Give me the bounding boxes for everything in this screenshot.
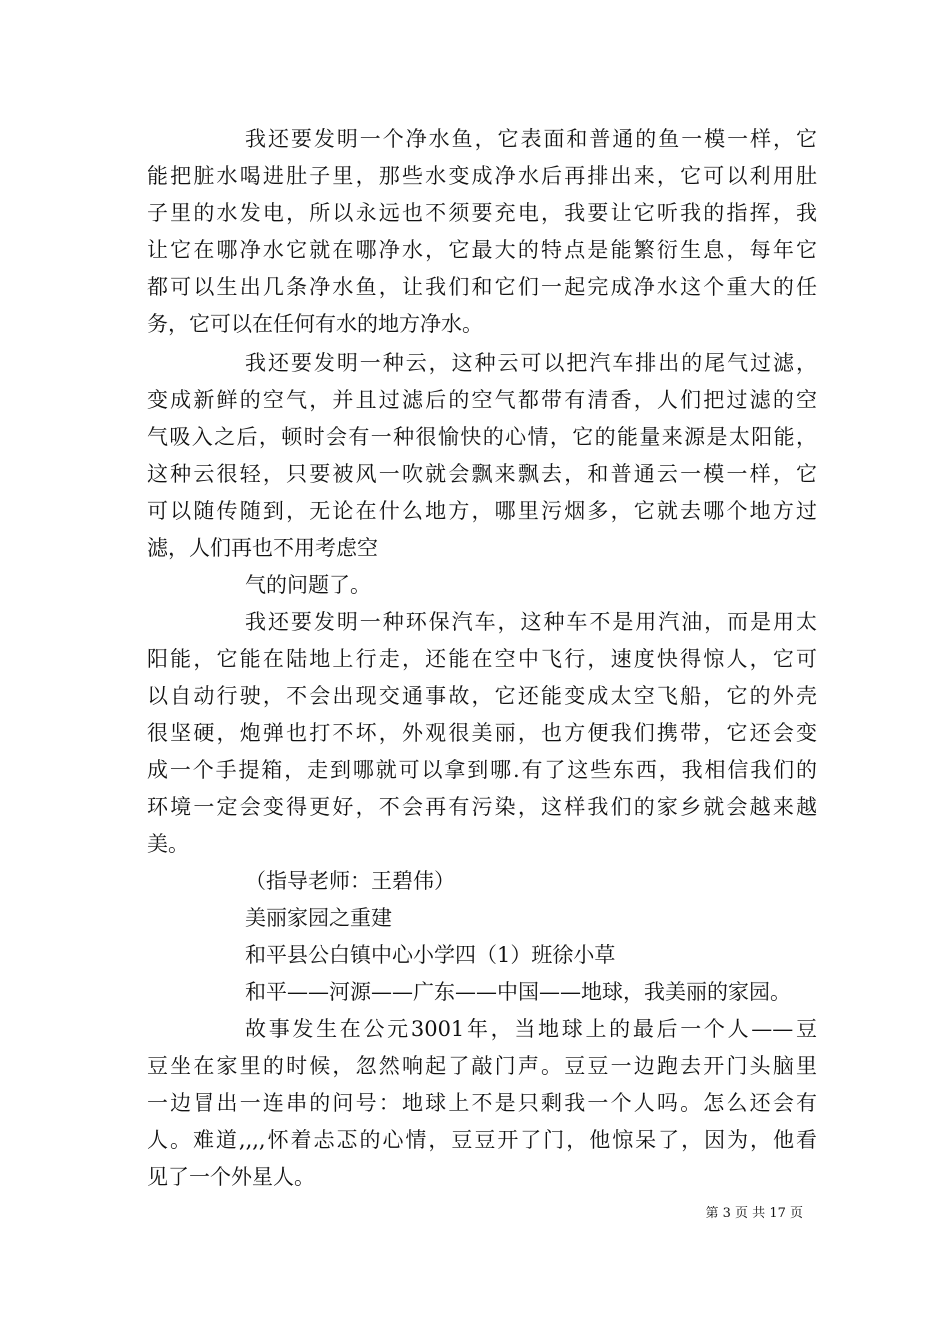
paragraph-line: 豆坐在家里的时候，忽然响起了敲门声。豆豆一边跑去开门头脑里 (147, 1054, 817, 1078)
paragraph-line: 让它在哪净水它就在哪净水，它最大的特点是能繁衍生息，每年它 (147, 238, 817, 262)
paragraph-line: 可以随传随到，无论在什么地方，哪里污烟多，它就去哪个地方过 (147, 499, 817, 523)
paragraph-line: 我还要发明一个净水鱼，它表面和普通的鱼一模一样，它 (245, 127, 817, 151)
teacher-credit: （指导老师：王碧伟） (245, 869, 455, 893)
paragraph-line: 变成新鲜的空气，并且过滤后的空气都带有清香，人们把过滤的空 (147, 388, 817, 412)
paragraph-line: 美。 (147, 832, 189, 856)
paragraph-line: 见了一个外星人。 (147, 1165, 315, 1189)
page-number-footer: 第 3 页 共 17 页 (705, 1206, 803, 1221)
paragraph-line: 务，它可以在任何有水的地方净水。 (147, 312, 483, 336)
paragraph-line: 气的问题了。 (245, 573, 371, 597)
paragraph-line: 我还要发明一种环保汽车，这种车不是用汽油，而是用太 (245, 610, 817, 634)
paragraph-line: 环境一定会变得更好，不会再有污染，这样我们的家乡就会越来越 (147, 795, 817, 819)
paragraph-line: 阳能，它能在陆地上行走，还能在空中飞行，速度快得惊人，它可 (147, 647, 817, 671)
paragraph-line: 子里的水发电，所以永远也不须要充电，我要让它听我的指挥，我 (147, 201, 817, 225)
paragraph-line: 我还要发明一种云，这种云可以把汽车排出的尾气过滤， (245, 351, 817, 375)
paragraph-line: 气吸入之后，顿时会有一种很愉快的心情，它的能量来源是太阳能， (147, 425, 817, 449)
essay-title: 美丽家园之重建 (245, 906, 392, 930)
paragraph-line: 人。难道,,,,怀着忐忑的心情，豆豆开了门，他惊呆了，因为，他看 (147, 1128, 817, 1152)
paragraph-line: 这种云很轻，只要被风一吹就会飘来飘去，和普通云一模一样，它 (147, 462, 817, 486)
paragraph-line: 能把脏水喝进肚子里，那些水变成净水后再排出来，它可以利用肚 (147, 164, 817, 188)
paragraph-line: 很坚硬，炮弹也打不坏，外观很美丽，也方便我们携带，它还会变 (147, 721, 817, 745)
author-line: 和平县公白镇中心小学四（1）班徐小草 (245, 943, 616, 967)
paragraph-line: 成一个手提箱，走到哪就可以拿到哪.有了这些东西，我相信我们的 (147, 758, 817, 782)
paragraph-line: 和平——河源——广东——中国——地球，我美丽的家园。 (245, 980, 791, 1004)
paragraph-line: 都可以生出几条净水鱼，让我们和它们一起完成净水这个重大的任 (147, 275, 817, 299)
paragraph-line: 滤，人们再也不用考虑空 (147, 536, 378, 560)
paragraph-line: 故事发生在公元3001年，当地球上的最后一个人——豆 (245, 1017, 817, 1041)
paragraph-line: 以自动行驶，不会出现交通事故，它还能变成太空飞船，它的外壳 (147, 684, 817, 708)
paragraph-line: 一边冒出一连串的问号：地球上不是只剩我一个人吗。怎么还会有 (147, 1091, 817, 1115)
